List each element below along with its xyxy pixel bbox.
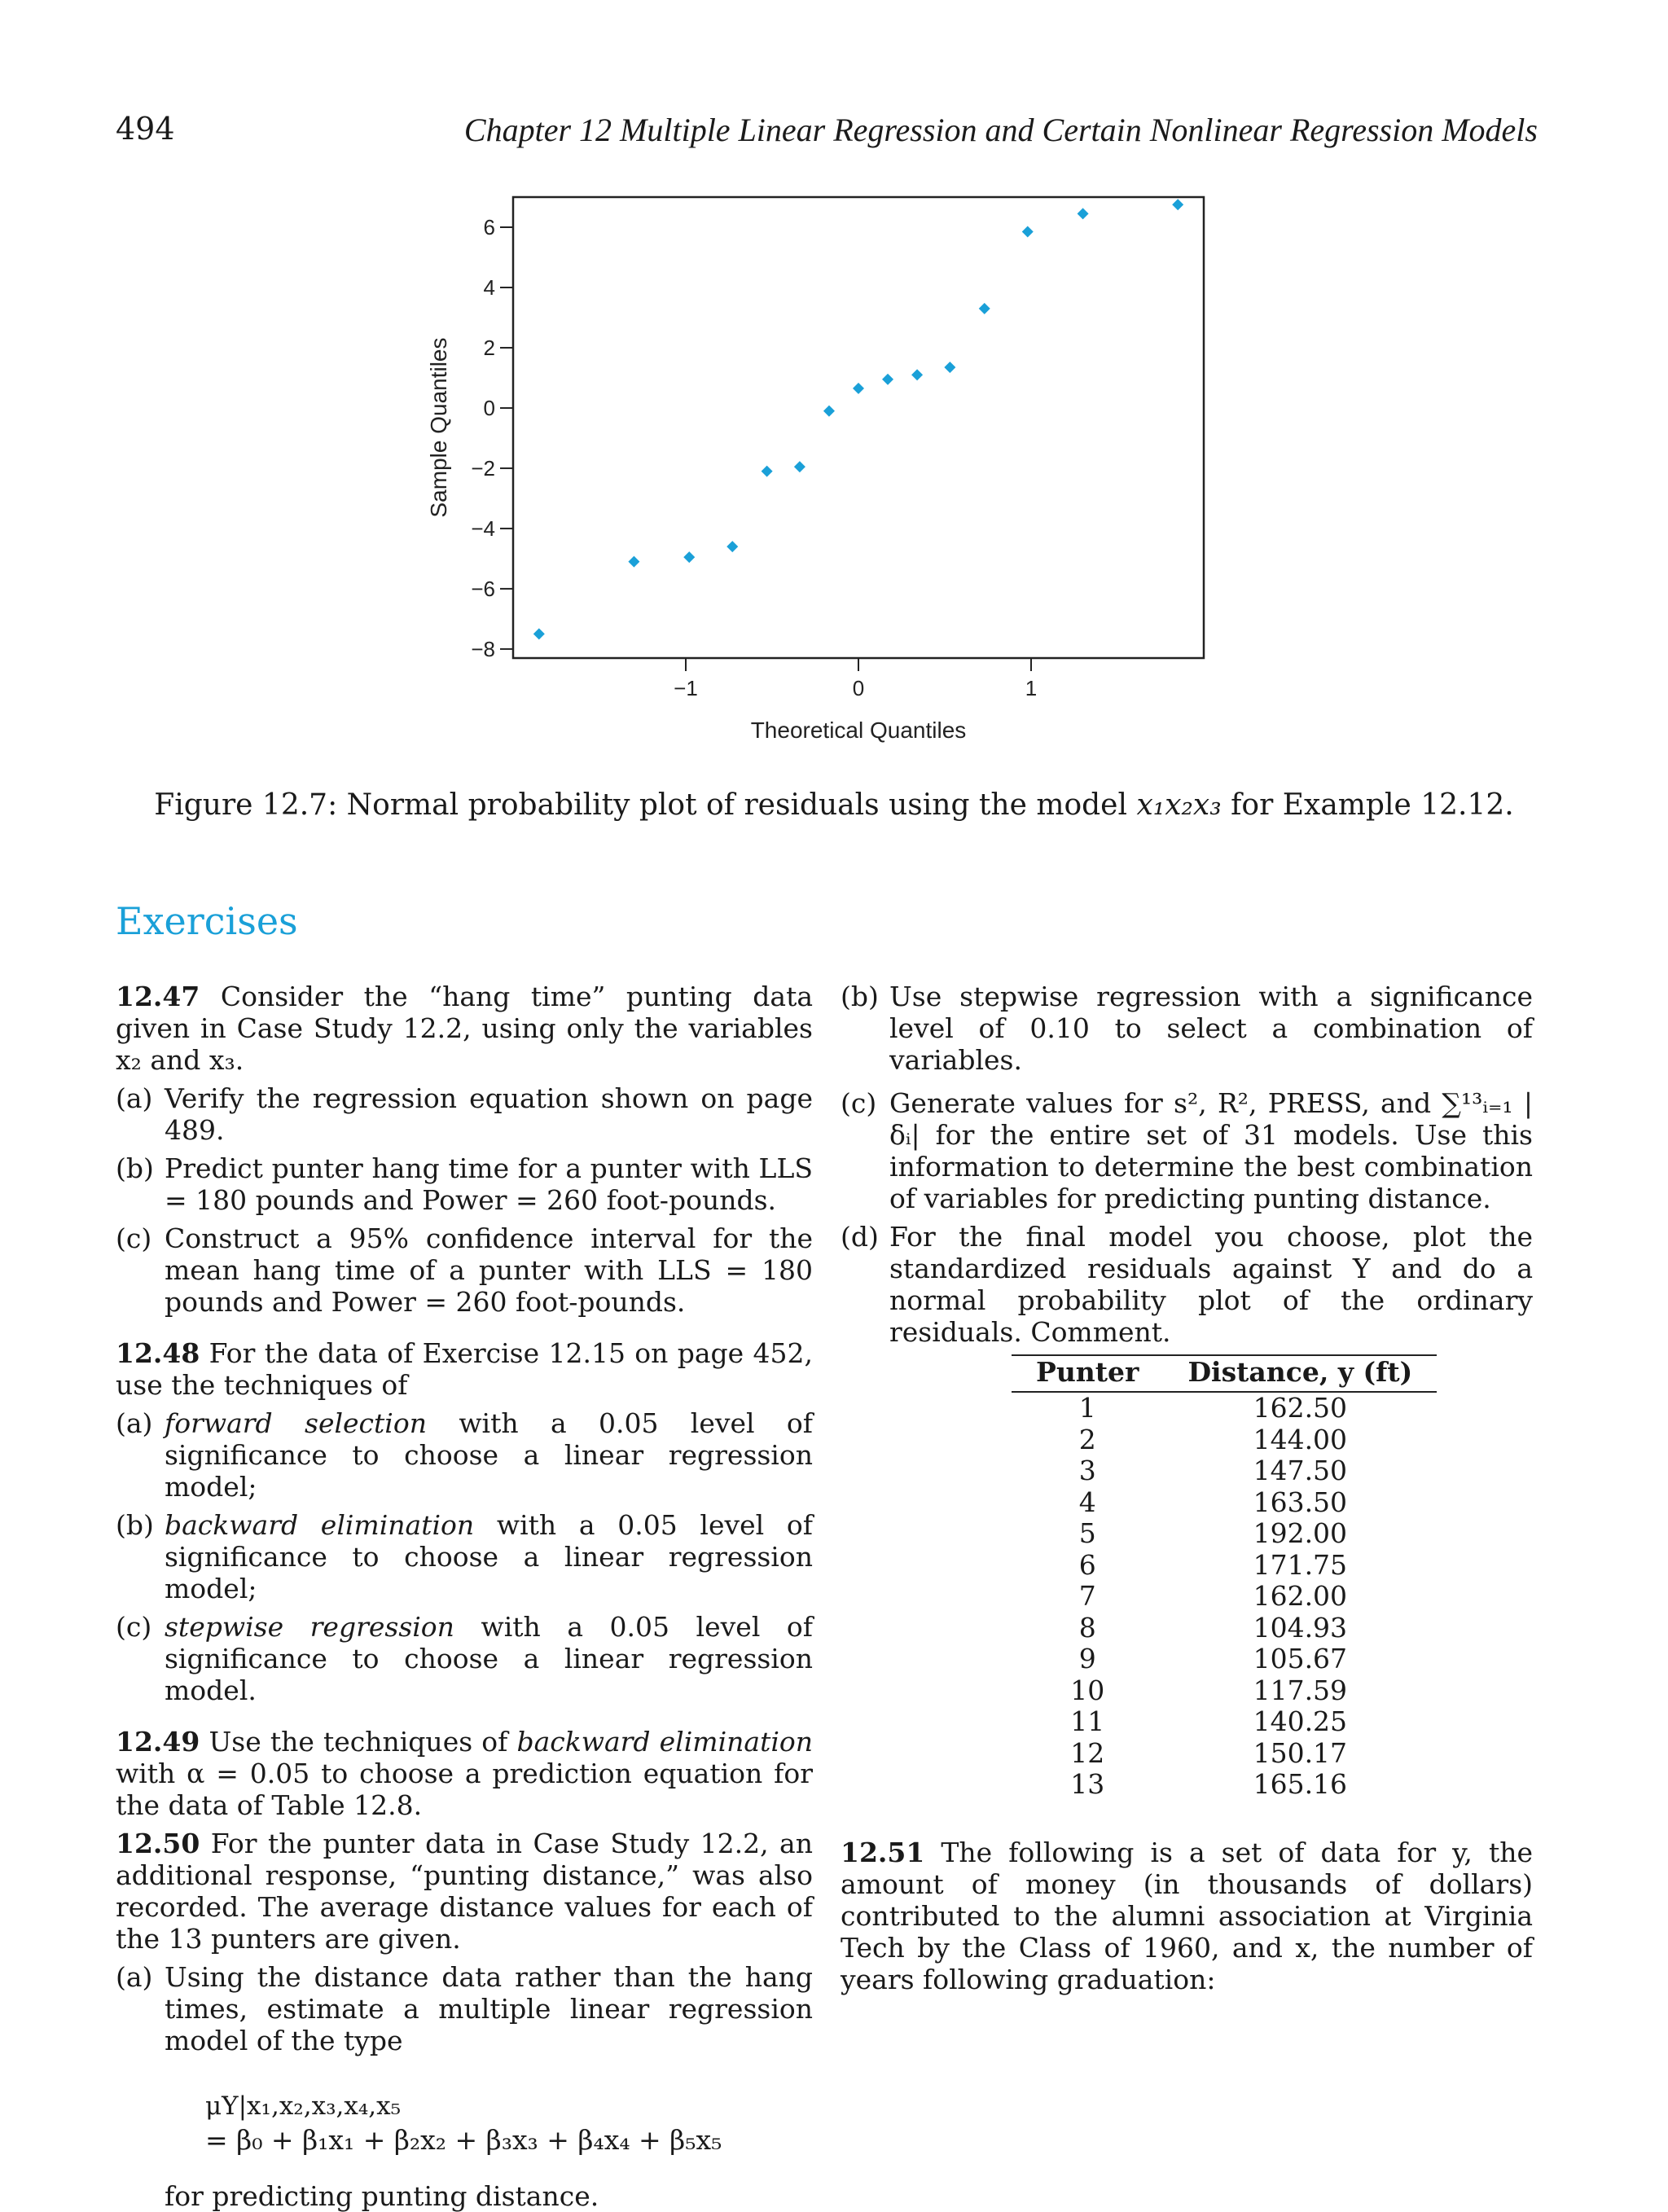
exercise-number: 12.50 [116,1828,200,1859]
exercise-part [116,1961,813,2056]
plot-frame [513,197,1204,658]
exercise-part [116,1611,813,1706]
part-emphasis: stepwise regression [165,1611,454,1643]
caption-suffix: for Example 12.12. [1221,788,1514,822]
table-row [1012,1518,1437,1550]
y-axis-label: Sample Quantiles [426,337,451,518]
distance-cell: 171.75 [1253,1548,1348,1581]
punter-cell: 6 [1078,1548,1096,1581]
qq-plot-figure [407,187,1238,757]
part-text: Verify the regression equation shown on page 489. [165,1082,813,1146]
distance-cell: 144.00 [1253,1423,1348,1455]
data-point [823,406,835,417]
x-tick-label: 1 [1025,676,1038,700]
y-tick-label: −2 [471,455,495,481]
x-axis-label: Theoretical Quantiles [750,718,967,743]
equation-rhs: = β₀ + β₁x₁ + β₂x₂ + β₃x₃ + β₄x₄ + β₅x₅ [205,2124,722,2156]
part-a-after: for predicting punting distance. [165,2180,599,2212]
punter-cell: 3 [1078,1455,1096,1486]
data-point [762,466,773,477]
part-text: with a 0.05 level of significance to choose a linear regression model; [165,1509,814,1604]
data-point [726,541,738,552]
exercise-part [116,1082,813,1146]
part-label: (c) [116,1611,152,1643]
punter-cell: 13 [1070,1768,1105,1800]
y-tick-label: 6 [483,214,495,239]
punter-cell: 7 [1078,1580,1096,1612]
part-text: Construct a 95% confidence interval for the mean hang time of a punter with LLS = 180 pounds and Power = 260 foot-pounds. [165,1222,813,1318]
data-point [882,374,893,385]
distance-cell: 104.93 [1253,1611,1348,1644]
distance-cell: 117.59 [1253,1674,1348,1706]
data-point [853,383,864,394]
table-row [1012,1455,1437,1487]
punter-cell: 8 [1078,1611,1096,1644]
data-point [628,556,639,568]
part-text: Generate values for s², R², PRESS, and ∑¹³ᵢ₌₁ |δᵢ| for the entire set of 31 models. Use this information to determine the best combination of variables for predicting punting distance. [889,1087,1533,1214]
punter-cell: 9 [1078,1643,1096,1674]
data-point [1022,226,1034,238]
data-point [944,362,955,373]
page-number: 494 [116,111,175,147]
exercise-part [841,1087,1533,1214]
part-text: Predict punter hang time for a punter with LLS = 180 pounds and Power = 260 foot-pounds. [165,1152,813,1216]
table-row [1012,1769,1437,1801]
column-header-distance: Distance, y (ft) [1163,1355,1437,1392]
distance-cell: 162.50 [1253,1392,1348,1424]
part-text: Use stepwise regression with a significance level of 0.10 to select a combination of variables. [889,981,1533,1076]
punter-cell: 4 [1078,1486,1096,1518]
punter-cell: 2 [1078,1423,1096,1455]
exercise-number: 12.48 [116,1337,200,1369]
part-emphasis: backward elimination [165,1509,475,1541]
data-point [979,303,990,314]
part-text: For the final model you choose, plot the standardized residuals against Y and do a normal probability plot of the ordinary residuals. Comment. [889,1221,1533,1348]
data-point [1078,208,1089,219]
distance-cell: 140.25 [1253,1705,1348,1737]
distance-cell: 192.00 [1253,1517,1348,1549]
exercise-12-49 [116,1726,813,1821]
exercise-12-51 [841,1837,1533,1995]
distance-cell: 105.67 [1253,1643,1348,1674]
part-label: (a) [116,1407,153,1439]
data-point [533,628,545,639]
y-tick-label: 4 [483,274,495,300]
exercise-part [841,981,1533,1076]
table-row [1012,1644,1437,1675]
distance-cell: 163.50 [1253,1486,1348,1518]
table-row [1012,1706,1437,1738]
exercise-text: For the data of Exercise 12.15 on page 452, use the techniques of [116,1337,813,1401]
exercise-12-48 [116,1337,813,1401]
running-head: Chapter 12 Multiple Linear Regression and Certain Nonlinear Regression Models [463,112,1538,148]
punter-cell: 10 [1070,1674,1105,1706]
exercise-part [116,1509,813,1604]
punter-cell: 1 [1078,1392,1096,1424]
y-tick-label: −6 [471,576,495,601]
table-row [1012,1550,1437,1582]
part-label: (c) [116,1222,152,1254]
punter-cell: 5 [1078,1517,1096,1549]
distance-cell: 165.16 [1253,1768,1348,1800]
y-tick-label: −4 [471,516,495,541]
distance-cell: 150.17 [1253,1736,1348,1769]
part-label: (c) [841,1087,877,1119]
x-tick-label: −1 [674,676,698,700]
exercise-part [116,1152,813,1216]
y-tick-label: −8 [471,636,495,661]
column-header-punter: Punter [1012,1355,1163,1392]
right-column [841,981,1533,2002]
data-point [794,461,805,472]
part-label: (b) [116,1152,154,1184]
exercise-text: Use the techniques of [200,1726,517,1758]
exercise-text: The following is a set of data for y, the amount of money (in thousands of dollars) contributed to the alumni association at Virginia Tech by the Class of 1960, and x, the number of years following graduation: [841,1836,1533,1995]
y-tick-label: 2 [483,335,495,360]
qq-plot [407,187,1238,757]
table-row [1012,1487,1437,1519]
exercise-number: 12.47 [116,981,200,1012]
caption-prefix: Figure 12.7: Normal probability plot of residuals using the model [154,788,1137,822]
distance-cell: 147.50 [1253,1455,1348,1486]
equation-lhs: μY|x₁,x₂,x₃,x₄,x₅ [205,2091,402,2121]
exercise-part [116,1222,813,1318]
figure-caption [0,788,1668,822]
exercise-part [841,1221,1533,1348]
punter-cell: 11 [1070,1705,1105,1737]
exercise-number: 12.51 [841,1836,925,1868]
part-text: with a 0.05 level of significance to choose a linear regression model; [165,1407,813,1503]
exercise-number: 12.49 [116,1726,200,1758]
part-emphasis: forward selection [165,1407,427,1439]
part-text: with a 0.05 level of significance to choose a linear regression model. [165,1611,813,1706]
table-row [1012,1613,1437,1644]
exercise-12-50 [116,1828,813,1955]
part-text: Using the distance data rather than the hang times, estimate a multiple linear regression model of the type [165,1961,813,2056]
punter-cell: 12 [1070,1736,1105,1769]
part-label: (a) [116,1961,153,1993]
part-label: (b) [116,1509,154,1541]
y-tick-label: 0 [483,395,495,420]
x-tick-label: 0 [852,676,865,700]
table-row [1012,1424,1437,1456]
left-column [116,981,813,2212]
exercise-emphasis: backward elimination [516,1726,814,1758]
exercises-heading: Exercises [116,899,298,943]
part-label: (d) [841,1221,879,1253]
table-row [1012,1581,1437,1613]
table-row [1012,1392,1437,1424]
distance-cell: 162.00 [1253,1580,1348,1612]
exercise-text: with α = 0.05 to choose a prediction equation for the data of Table 12.8. [116,1758,813,1821]
part-label: (b) [841,981,879,1012]
table-row [1012,1738,1437,1770]
part-label: (a) [116,1082,153,1114]
exercise-text: Consider the “hang time” punting data given in Case Study 12.2, using only the variables x₂ and x₃. [116,981,813,1076]
exercise-12-47 [116,981,813,1076]
data-point [683,551,695,563]
exercise-text: For the punter data in Case Study 12.2, an additional response, “punting distance,” was also recorded. The average distance values for each of the 13 punters are given. [116,1828,813,1955]
table-row [1012,1675,1437,1707]
data-point [911,369,923,380]
exercise-part [116,1407,813,1503]
punter-distance-table [1012,1354,1437,1801]
caption-model: x₁x₂x₃ [1136,788,1222,822]
data-point [1172,199,1183,210]
